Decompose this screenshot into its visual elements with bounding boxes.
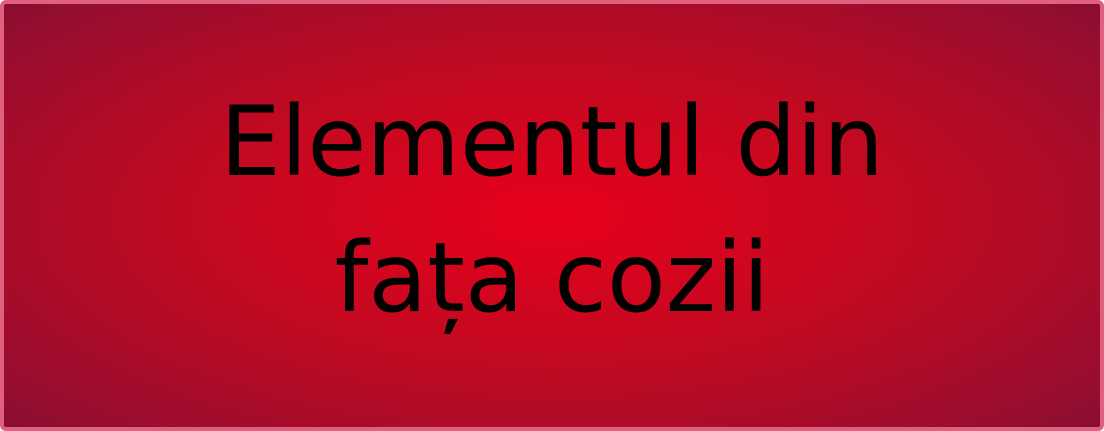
queue-front-element-label — [220, 74, 884, 346]
label-line-2: fața cozii — [334, 221, 770, 334]
label-line-1: Elementul din — [220, 85, 884, 198]
